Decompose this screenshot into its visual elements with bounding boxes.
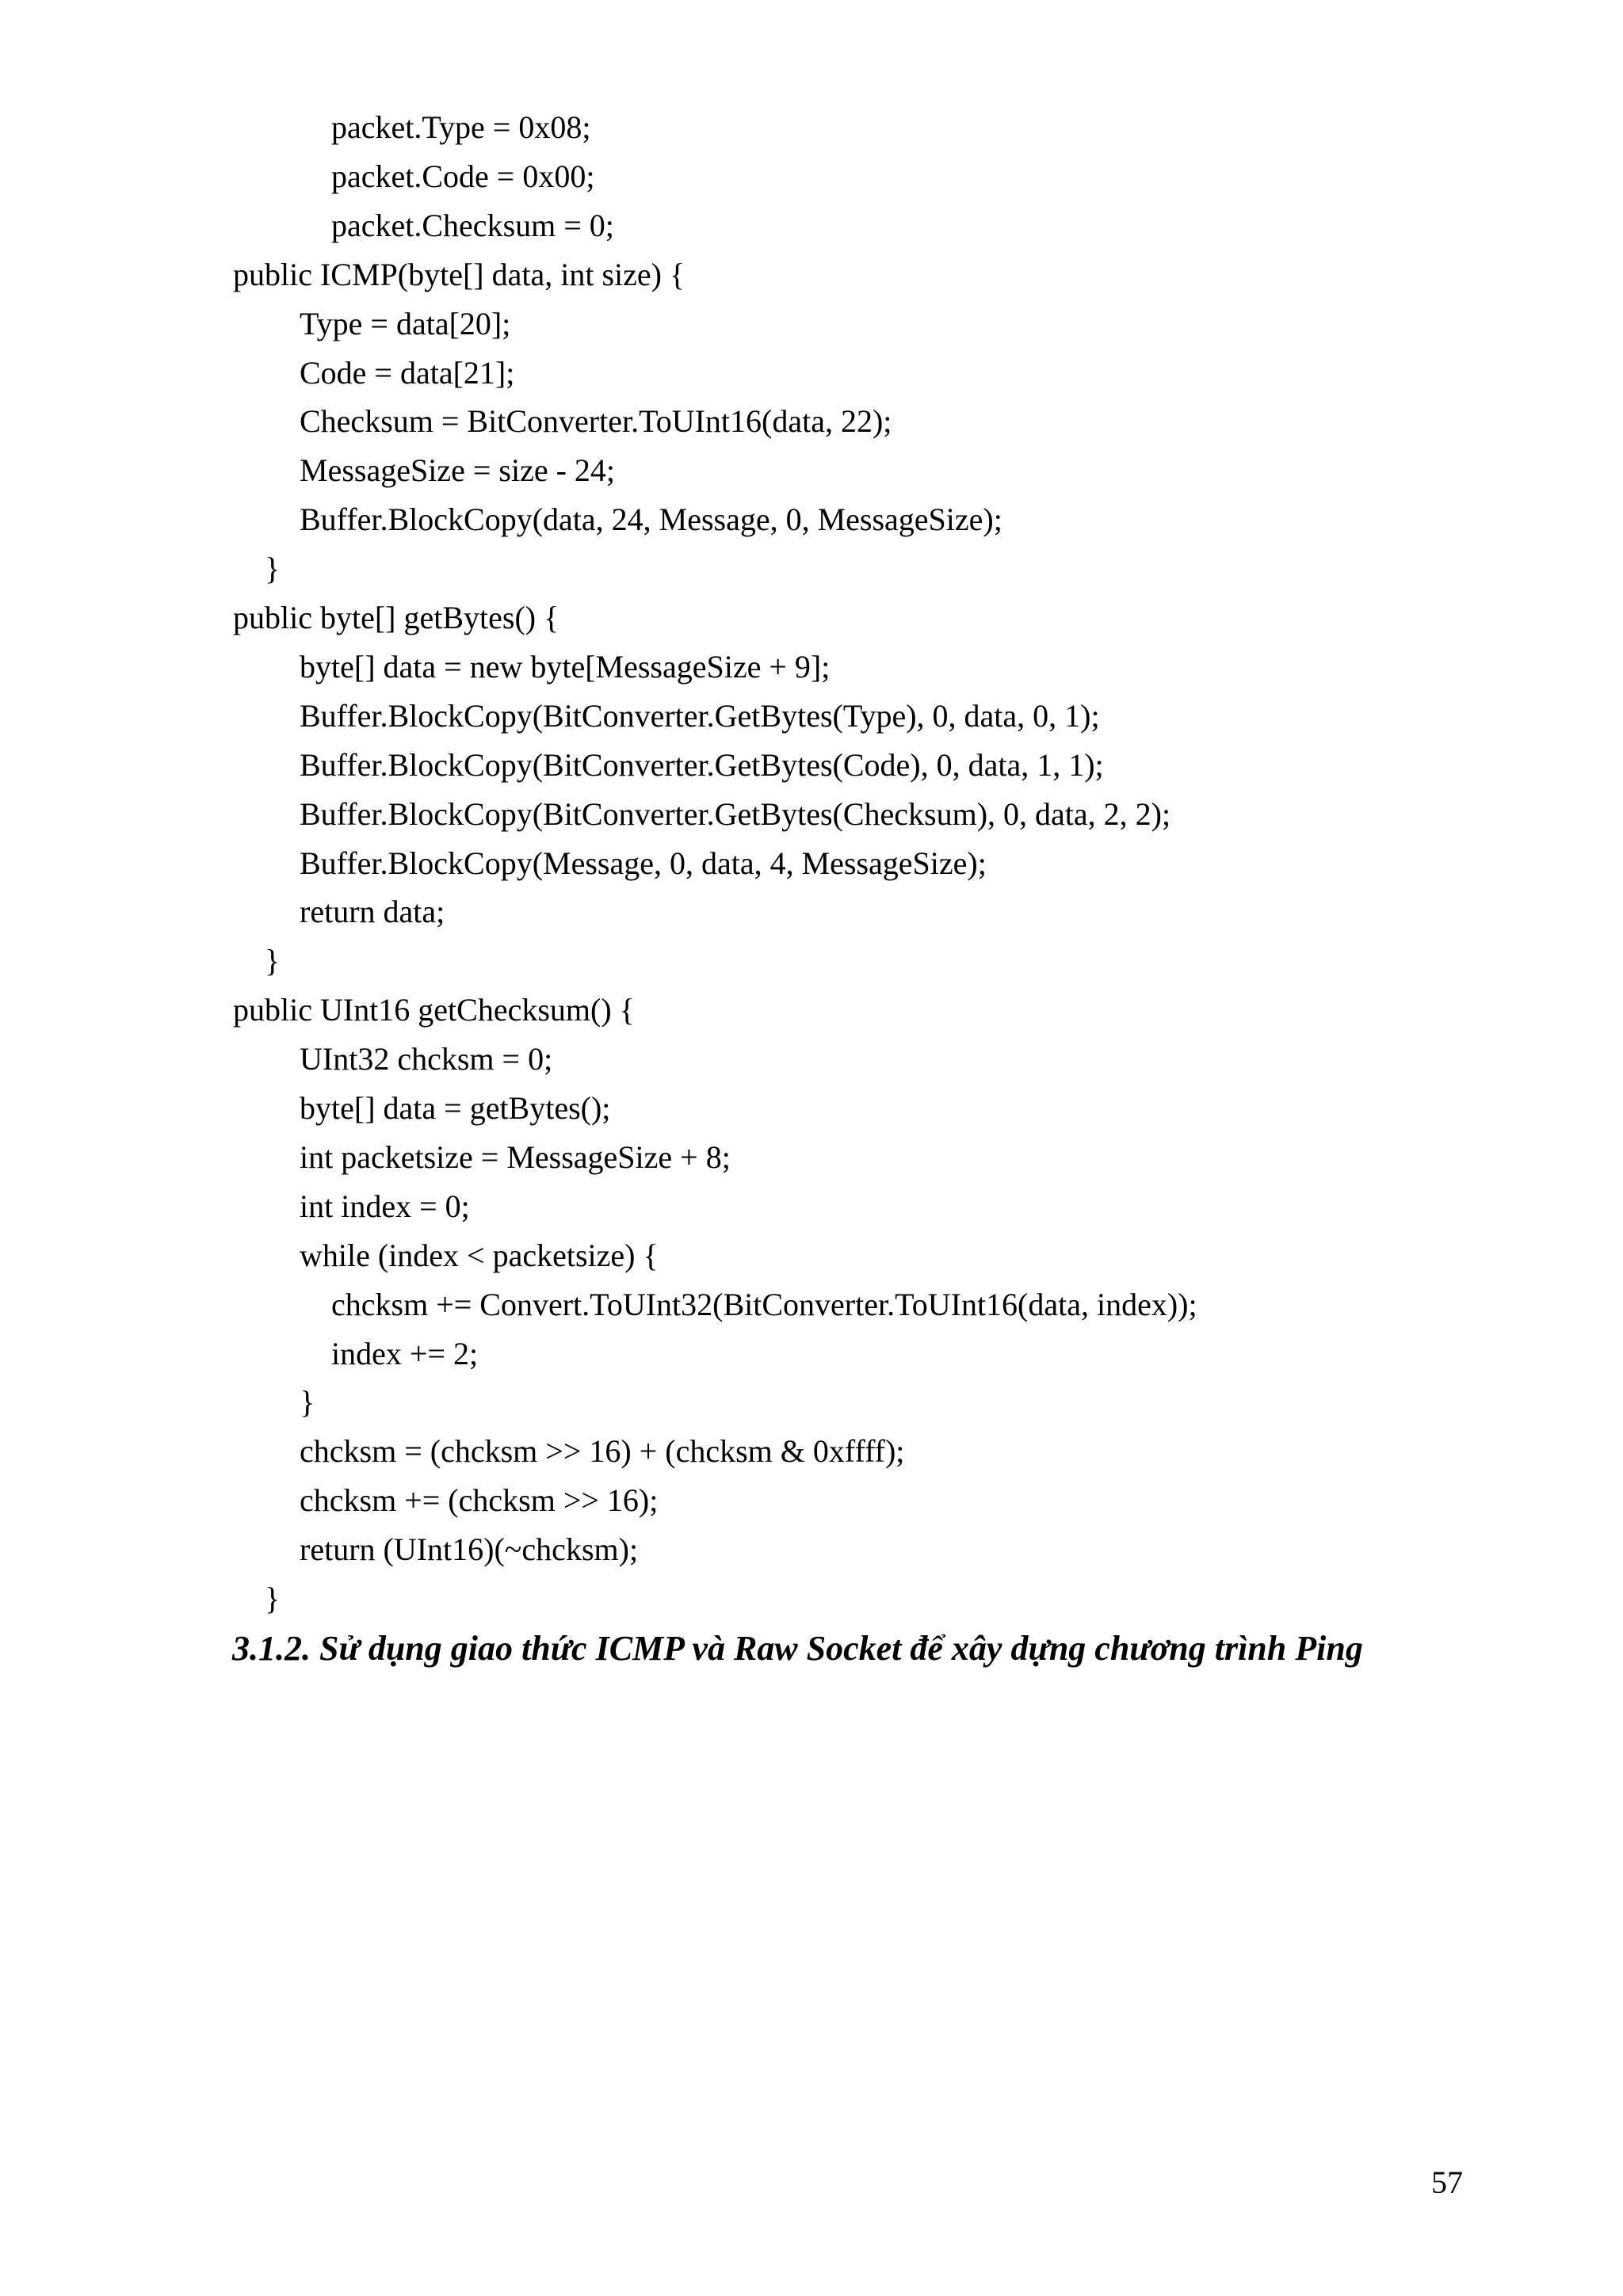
code-line: public UInt16 getChecksum() {	[233, 992, 635, 1028]
code-line: Checksum = BitConverter.ToUInt16(data, 22);	[300, 403, 892, 439]
code-line: }	[265, 551, 281, 586]
code-line: }	[265, 943, 281, 978]
code-line: public ICMP(byte[] data, int size) {	[233, 257, 685, 292]
code-line: MessageSize = size - 24;	[300, 452, 616, 488]
code-line: Buffer.BlockCopy(BitConverter.GetBytes(Checksum), 0, data, 2, 2);	[300, 796, 1171, 832]
code-line: }	[300, 1384, 315, 1420]
page-number: 57	[1431, 2164, 1463, 2200]
code-line: packet.Type = 0x08;	[331, 109, 591, 145]
code-line: int index = 0;	[300, 1188, 470, 1224]
code-line: Buffer.BlockCopy(BitConverter.GetBytes(Code), 0, data, 1, 1);	[300, 747, 1104, 783]
code-line: return (UInt16)(~chcksm);	[300, 1531, 639, 1567]
code-line: Code = data[21];	[300, 355, 515, 391]
code-line: Type = data[20];	[300, 306, 511, 341]
code-line: packet.Code = 0x00;	[331, 158, 595, 194]
code-line: byte[] data = new byte[MessageSize + 9];	[300, 649, 831, 685]
code-line: public byte[] getBytes() {	[233, 600, 559, 635]
code-line: }	[265, 1581, 281, 1616]
section-heading: 3.1.2. Sử dụng giao thức ICMP và Raw Socket để xây dựng chương trình Ping	[232, 1629, 1363, 1668]
code-line: chcksm += Convert.ToUInt32(BitConverter.ToUInt16(data, index));	[331, 1287, 1197, 1322]
code-line: packet.Checksum = 0;	[331, 208, 614, 243]
code-line: Buffer.BlockCopy(Message, 0, data, 4, MessageSize);	[300, 845, 987, 881]
code-line: int packetsize = MessageSize + 8;	[300, 1139, 731, 1175]
code-line: chcksm += (chcksm >> 16);	[300, 1482, 659, 1518]
code-line: Buffer.BlockCopy(data, 24, Message, 0, MessageSize);	[300, 502, 1002, 537]
code-line: chcksm = (chcksm >> 16) + (chcksm & 0xffff);	[300, 1433, 905, 1469]
code-line: Buffer.BlockCopy(BitConverter.GetBytes(Type), 0, data, 0, 1);	[300, 698, 1100, 734]
code-line: return data;	[300, 894, 445, 929]
code-line: UInt32 chcksm = 0;	[300, 1041, 553, 1077]
code-line: while (index < packetsize) {	[300, 1238, 659, 1273]
code-line: byte[] data = getBytes();	[300, 1090, 611, 1126]
code-line: index += 2;	[331, 1336, 479, 1371]
